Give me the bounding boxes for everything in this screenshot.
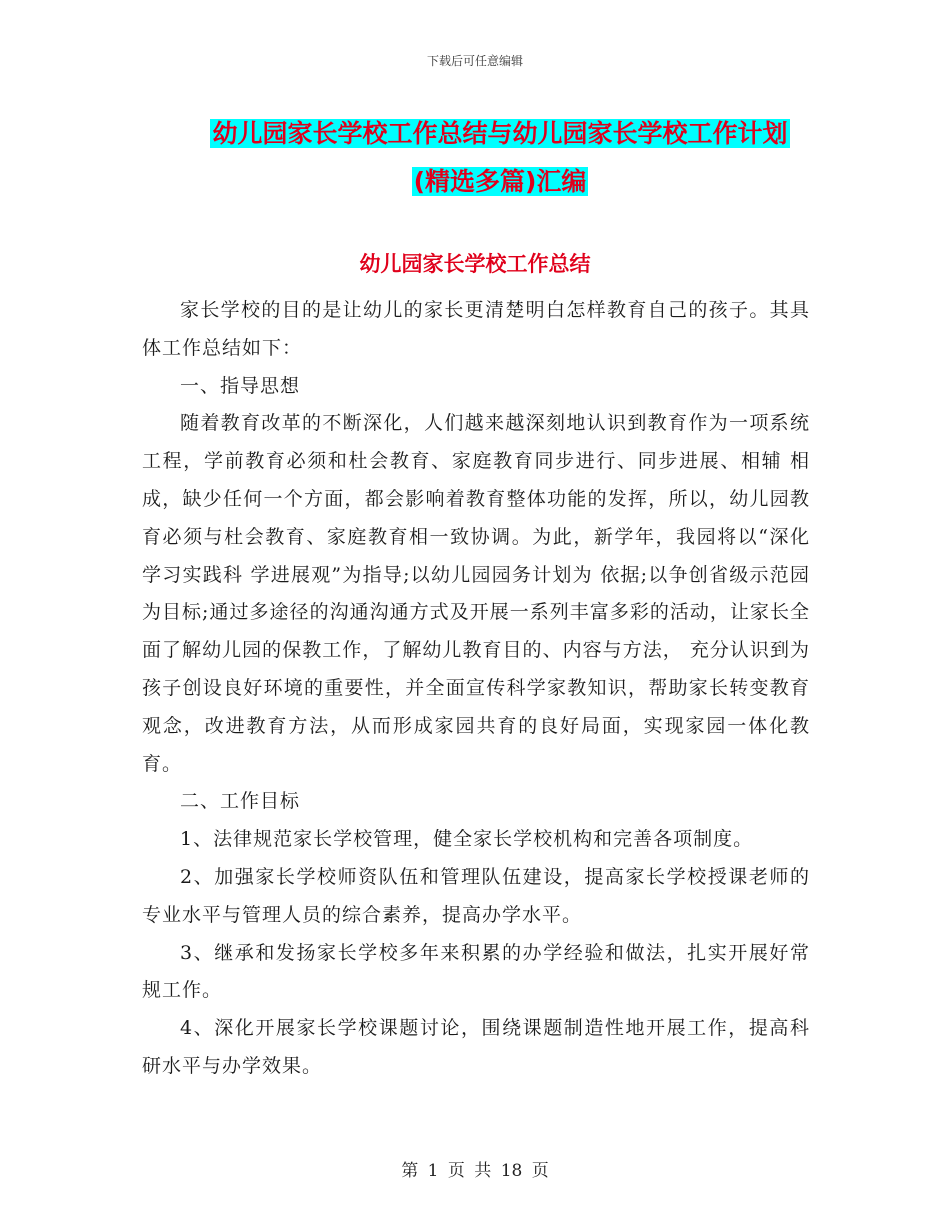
paragraph-goal-4: 4、深化开展家长学校课题讨论，围绕课题制造性地开展工作，提高科研水平与办学效果。 bbox=[142, 1017, 810, 1077]
page-number: 第 1 页 共 18 页 bbox=[401, 1161, 549, 1181]
paragraph-goal-2: 2、加强家长学校师资队伍和管理队伍建设，提高家长学校授课老师的专业水平与管理人员的综合素养，提高办学水平。 bbox=[142, 865, 810, 926]
document-body bbox=[142, 292, 810, 1086]
document-title-line-2: (精选多篇)汇编 bbox=[413, 167, 587, 196]
page-header-note: 下载后可任意编辑 bbox=[426, 54, 523, 68]
paragraph-guiding-ideology: 随着教育改革的不断深化，人们越来越深刻地认识到教育作为一项系统工程，学前教育必须和杜会教育、家庭教育同步进行、同步进展、相辅 相成，缺少任何一个方面，都会影响着教育整体功能的发挥，所以，幼儿园教育必须与杜会教育、家庭教育相一致协调。为此，新学年，我园将以“深化学习实践科 学进展观”为指导;以幼儿园园务计划为 依据;以争创省级示范园为目标;通过多途径的沟通沟通方式及开展一系列丰富多彩的活动，让家长全面了解幼儿园的保教工作，了解幼儿教育目的、内容与方法， 充分认识到为孩子创设良好环境的重要性，并全面宣传科学家教知识，帮助家长转变教育观念，改进教育方法，从而形成家园共育的良好局面，实现家园一体化教 育。 bbox=[142, 412, 810, 775]
paragraph-goal-1: 1、法律规范家长学校管理，健全家长学校机构和完善各项制度。 bbox=[180, 828, 754, 851]
heading-work-goals: 二、工作目标 bbox=[180, 790, 301, 813]
paragraph-intro: 家长学校的目的是让幼儿的家长更清楚明白怎样教育自己的孩子。其具体工作总结如下： bbox=[142, 299, 810, 359]
heading-guiding-ideology: 一、指导思想 bbox=[180, 374, 301, 397]
document-title bbox=[120, 110, 880, 206]
paragraph-goal-3: 3、继承和发扬家长学校多年来积累的办学经验和做法，扎实开展好常规工作。 bbox=[142, 941, 810, 1002]
document-title-line-1: 幼儿园家长学校工作总结与幼儿园家长学校工作计划 bbox=[212, 119, 788, 148]
section-title: 幼儿园家长学校工作总结 bbox=[359, 252, 591, 276]
